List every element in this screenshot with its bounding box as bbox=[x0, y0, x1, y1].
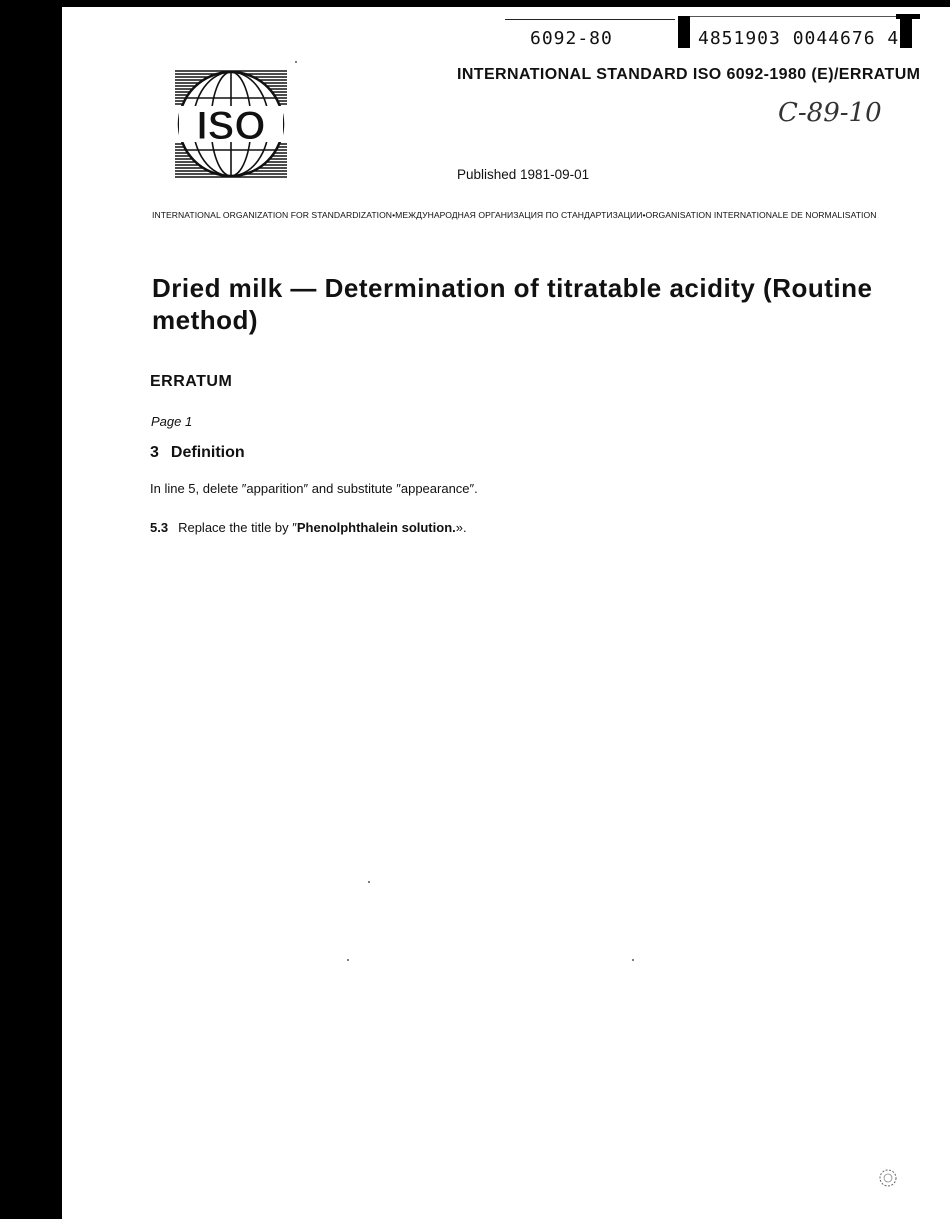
scan-speck bbox=[632, 959, 634, 961]
iso-logo bbox=[175, 68, 287, 180]
clause-text: Replace the title by ″ bbox=[178, 520, 297, 535]
corner-circle-mark bbox=[878, 1168, 898, 1188]
clause-number: 5.3 bbox=[150, 520, 169, 535]
scan-top-border bbox=[0, 0, 950, 7]
published-date: Published 1981-09-01 bbox=[457, 167, 590, 182]
correction-line: In line 5, delete ″apparition″ and substitute ″appearance″. bbox=[150, 481, 478, 496]
erratum-heading: ERRATUM bbox=[150, 373, 233, 390]
section-heading bbox=[150, 444, 245, 462]
organization-names: INTERNATIONAL ORGANIZATION FOR STANDARDIZATION•МЕЖДУНАРОДНАЯ ОРГАНИЗАЦИЯ ПО СТАНДАРТИЗАЦИИ•ORGANISATION INTERNATIONALE DE NORMALISATION bbox=[152, 210, 877, 220]
scan-left-border bbox=[0, 0, 62, 1219]
scan-speck bbox=[295, 61, 297, 63]
section-number: 3 bbox=[150, 444, 159, 461]
scan-speck bbox=[347, 959, 349, 961]
document-title: Dried milk — Determination of titratable acidity (Routine method) bbox=[152, 273, 873, 335]
clause-correction bbox=[150, 520, 467, 535]
stamp-code-left: 6092-80 bbox=[530, 28, 613, 49]
stamp-code-right: 4851903 0044676 4 bbox=[698, 28, 900, 49]
clause-end: ». bbox=[455, 520, 467, 535]
clause-bold-title: Phenolphthalein solution. bbox=[296, 520, 456, 535]
standard-title: INTERNATIONAL STANDARD ISO 6092-1980 (E)/ERRATUM bbox=[457, 66, 921, 83]
stamp-black-block bbox=[678, 16, 690, 48]
stamp-rule bbox=[505, 19, 675, 20]
handwritten-note: C-89-10 bbox=[778, 98, 882, 128]
stamp-rule-right bbox=[690, 16, 920, 17]
section-title: Definition bbox=[170, 444, 245, 461]
svg-text:ISO: ISO bbox=[196, 104, 266, 148]
scan-speck bbox=[368, 881, 370, 883]
stamp-black-block-right bbox=[900, 14, 912, 48]
page-reference: Page 1 bbox=[151, 414, 193, 429]
